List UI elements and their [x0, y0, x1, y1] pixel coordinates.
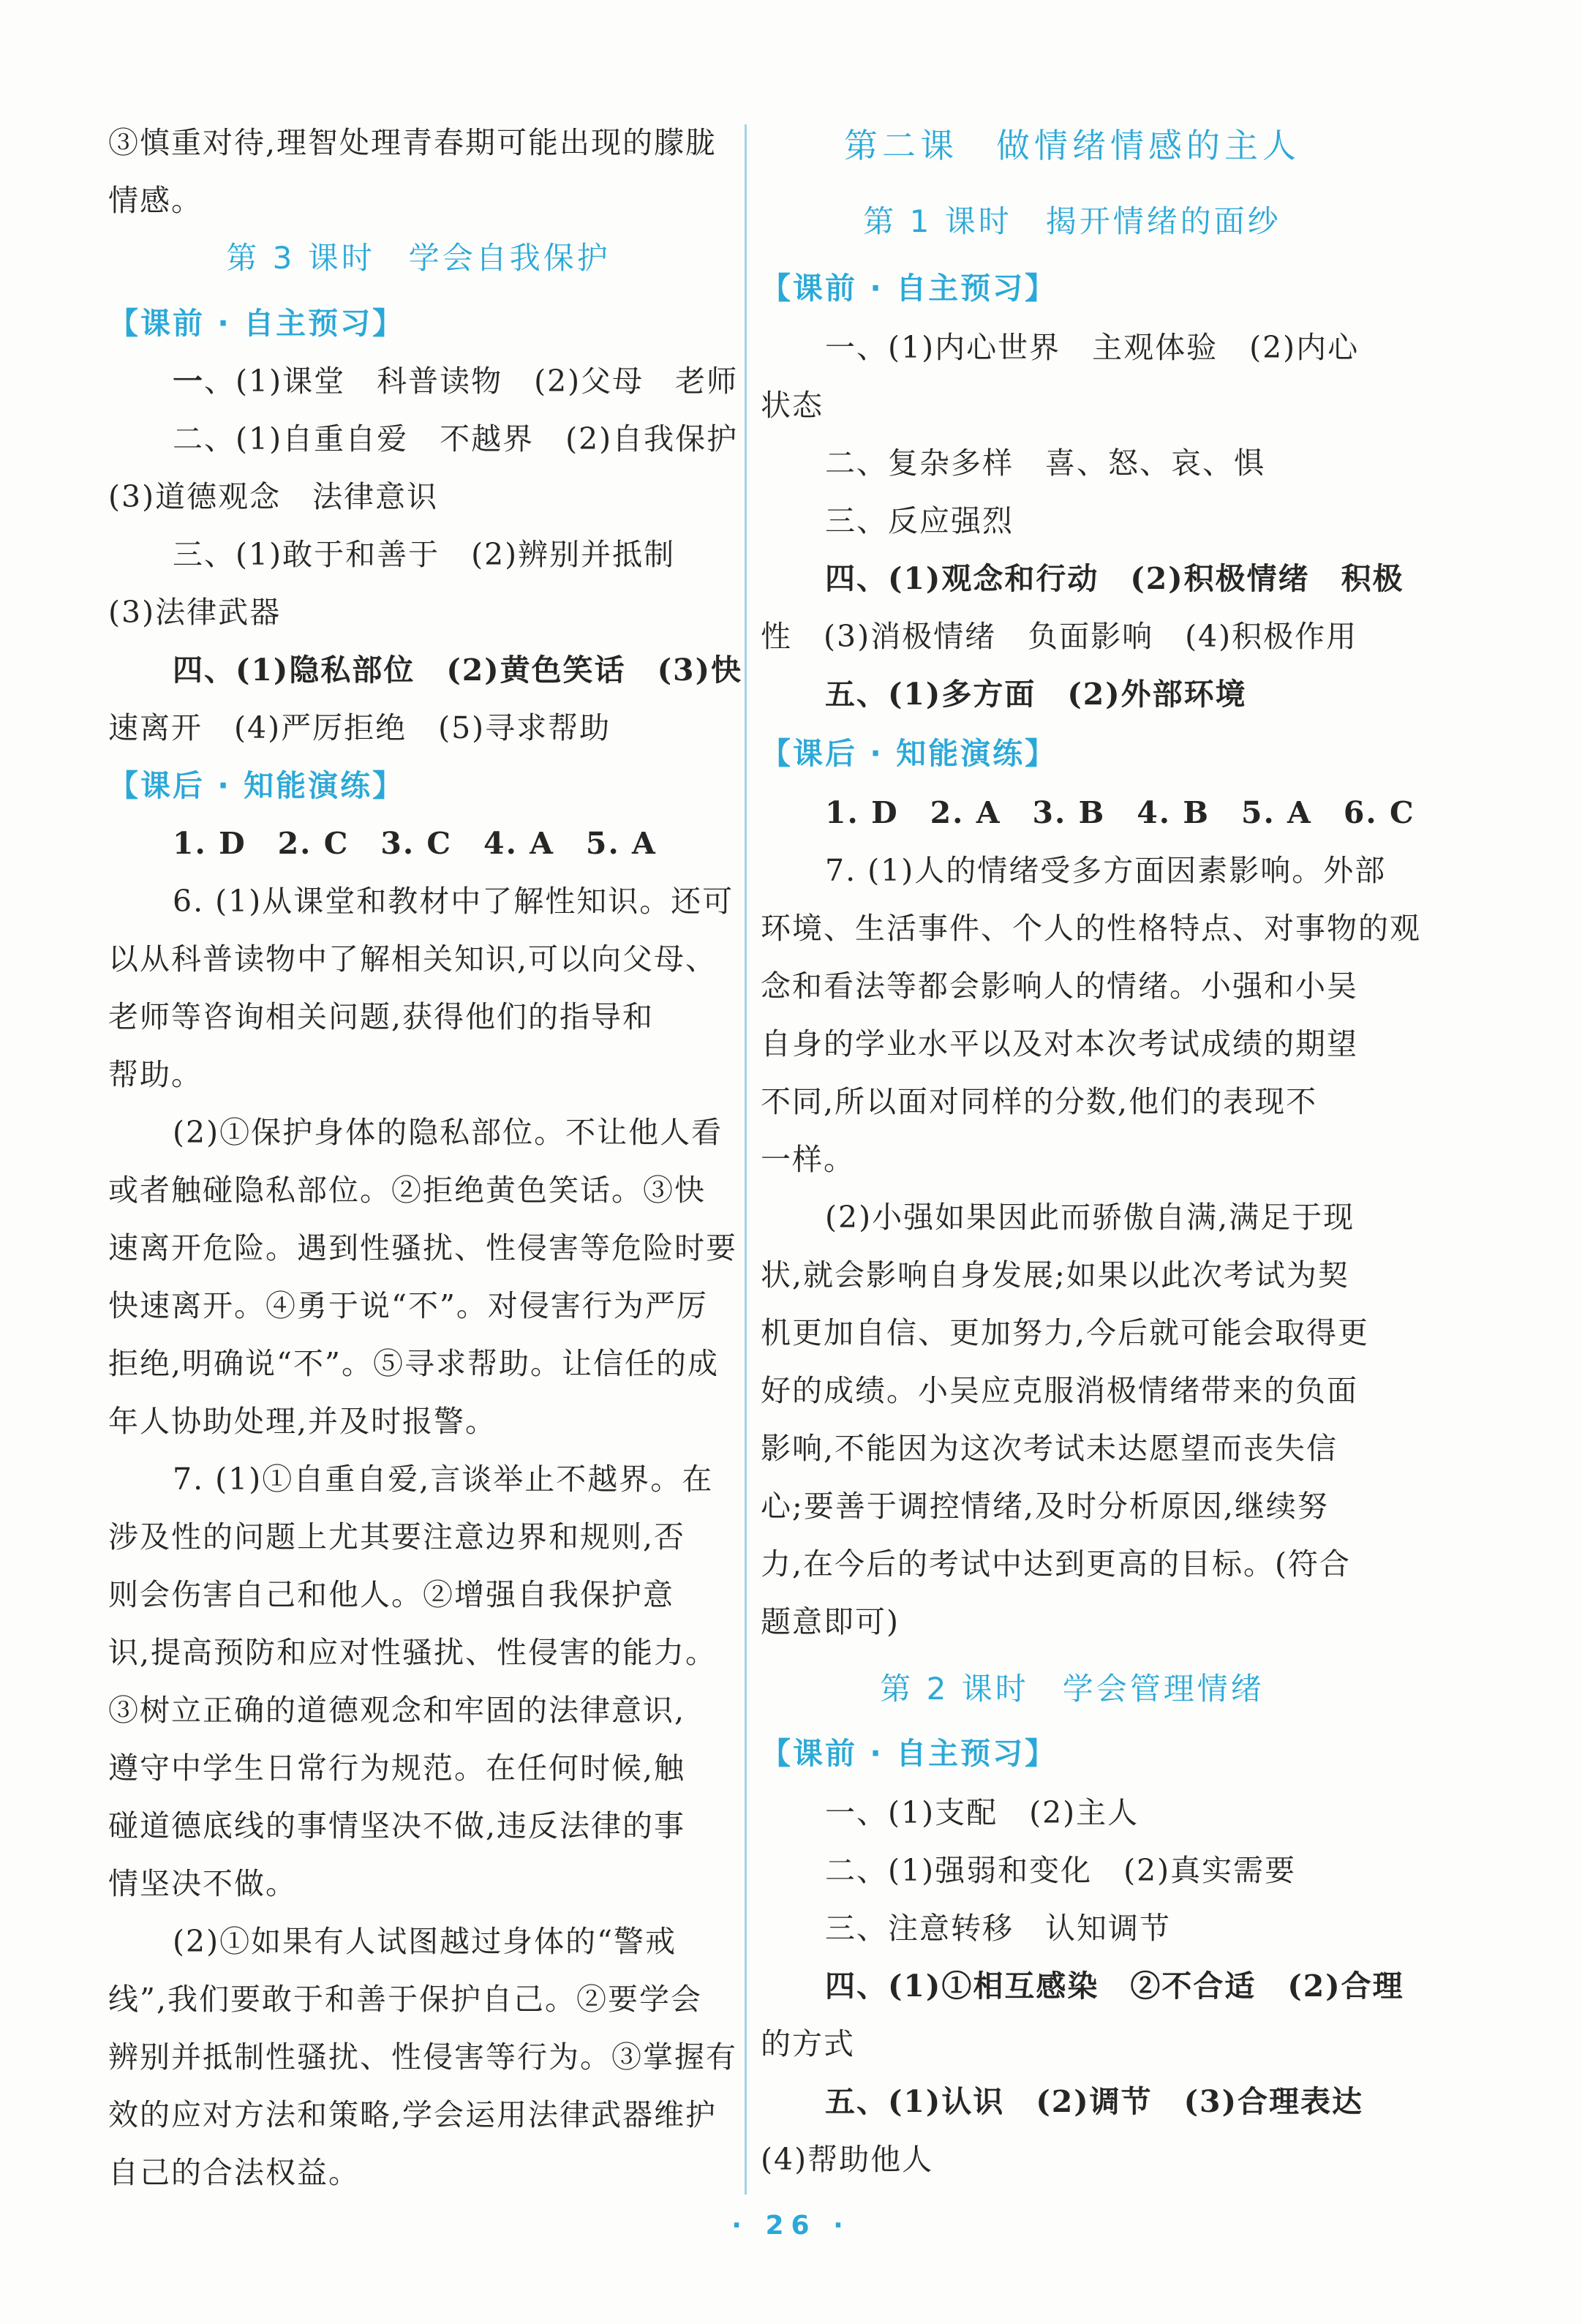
answer-line: 遵守中学生日常行为规范。在任何时候,触	[108, 1750, 686, 1786]
answer-line: 力,在今后的考试中达到更高的目标。(符合	[761, 1546, 1352, 1582]
answer-line: 自身的学业水平以及对本次考试成绩的期望	[761, 1026, 1358, 1061]
answer-line: 帮助。	[108, 1057, 203, 1092]
answer-line: (2)①保护身体的隐私部位。不让他人看	[173, 1115, 723, 1150]
chapter-title: 第二课 做情绪情感的主人	[844, 126, 1300, 165]
section-heading-post: 【课后 · 知能演练】	[108, 768, 405, 803]
lesson-title: 第 3 课时 学会自我保护	[226, 240, 611, 276]
preview-answer: 二、复杂多样 喜、怒、哀、惧	[825, 445, 1265, 481]
answer-line: 环境、生活事件、个人的性格特点、对事物的观	[761, 911, 1421, 946]
text-line: 情感。	[108, 183, 203, 218]
page-number: · 26 ·	[731, 2211, 851, 2241]
answer-line: 机更加自信、更加努力,今后就可能会取得更	[761, 1315, 1370, 1350]
answer-line: 念和看法等都会影响人的情绪。小强和小吴	[761, 969, 1358, 1004]
preview-answer: 四、(1)观念和行动 (2)积极情绪 积极	[825, 561, 1404, 596]
answer-line: 或者触碰隐私部位。②拒绝黄色笑话。③快	[108, 1173, 706, 1208]
answer-line: 好的成绩。小吴应克服消极情绪带来的负面	[761, 1373, 1358, 1408]
answer-line: (2)①如果有人试图越过身体的“警戒	[173, 1924, 677, 1959]
answer-line: 快速离开。④勇于说“不”。对侵害行为严厉	[108, 1288, 708, 1323]
preview-answer: 的方式	[761, 2026, 855, 2061]
answer-line: 自己的合法权益。	[108, 2155, 360, 2190]
preview-answer: 性 (3)消极情绪 负面影响 (4)积极作用	[761, 619, 1358, 654]
answer-line: (2)小强如果因此而骄傲自满,满足于现	[825, 1200, 1355, 1235]
answer-line: 以从科普读物中了解相关知识,可以向父母、	[108, 941, 717, 977]
answer-line: 识,提高预防和应对性骚扰、性侵害的能力。	[108, 1635, 717, 1670]
answer-line: 不同,所以面对同样的分数,他们的表现不	[761, 1084, 1318, 1119]
answer-line: 效的应对方法和策略,学会运用法律武器维护	[108, 2097, 717, 2132]
column-divider	[745, 124, 747, 2195]
preview-answer: 、(1)课堂 科普读物 (2)父母 老师	[204, 364, 739, 399]
section-heading-pre: 【课前 · 自主预习】	[108, 306, 405, 341]
preview-answer: 四、(1)①相互感染 ②不合适 (2)合理	[825, 1968, 1404, 2004]
answer-line: 涉及性的问题上尤其要注意边界和规则,否	[108, 1519, 686, 1554]
answer-line: 一样。	[761, 1142, 855, 1177]
choice-answers: 1. D 2. A 3. B 4. B 5. A 6. C	[825, 795, 1415, 830]
preview-answer: 速离开 (4)严厉拒绝 (5)寻求帮助	[108, 710, 611, 745]
preview-answer: (3)法律武器	[108, 595, 282, 630]
section-heading-post: 【课后 · 知能演练】	[761, 736, 1058, 771]
preview-answer: 状态	[761, 388, 824, 423]
answer-line: 拒绝,明确说“不”。⑤寻求帮助。让信任的成	[108, 1346, 719, 1381]
preview-answer: 二、(1)强弱和变化 (2)真实需要	[825, 1853, 1297, 1888]
answer-line: 心;要善于调控情绪,及时分析原因,继续努	[761, 1489, 1329, 1524]
preview-answer: (4)帮助他人	[761, 2142, 934, 2177]
preview-answer: (3)道德观念 法律意识	[108, 479, 439, 514]
answer-line: 情坚决不做。	[108, 1866, 297, 1901]
answer-line: 影响,不能因为这次考试未达愿望而丧失信	[761, 1431, 1338, 1466]
answer-line: 状,就会影响自身发展;如果以此次考试为契	[761, 1257, 1349, 1293]
section-heading-pre: 【课前 · 自主预习】	[761, 1736, 1058, 1771]
preview-answer: 三、(1)敢于和善于 (2)辨别并抵制	[173, 537, 676, 572]
answer-line: 7. (1)①自重自爱,言谈举止不越界。在	[173, 1462, 714, 1497]
choice-answers: 1. D 2. C 3. C 4. A 5. A	[173, 826, 657, 861]
preview-answer: 二、(1)自重自爱 不越界 (2)自我保护	[173, 421, 739, 456]
section-heading-pre: 【课前 · 自主预习】	[761, 271, 1058, 306]
lesson-title: 第 1 课时 揭开情绪的面纱	[863, 203, 1281, 239]
answer-line: 辨别并抵制性骚扰、性侵害等行为。③掌握有	[108, 2039, 737, 2075]
answer-line: 碰道德底线的事情坚决不做,违反法律的事	[108, 1808, 686, 1843]
answer-line: 则会伤害自己和他人。②增强自我保护意	[108, 1577, 674, 1612]
text-line: ③慎重对待,理智处理青春期可能出现的朦胧	[108, 125, 717, 160]
preview-answer: 一、(1)内心世界 主观体验 (2)内心	[825, 330, 1360, 365]
answer-line: 年人协助处理,并及时报警。	[108, 1404, 497, 1439]
text-line: 一、(1)课堂 科普读物 (2)父母 老师	[173, 364, 739, 399]
answer-line: 老师等咨询相关问题,获得他们的指导和	[108, 999, 655, 1034]
lesson-title: 第 2 课时 学会管理情绪	[880, 1671, 1265, 1707]
preview-answer: 三、反应强烈	[825, 503, 1014, 538]
answer-line: 6. (1)从课堂和教材中了解性知识。还可	[173, 884, 734, 919]
preview-answer: 三、注意转移 认知调节	[825, 1911, 1171, 1946]
answer-line: 线”,我们要敢于和善于保护自己。②要学会	[108, 1982, 702, 2017]
preview-answer: 五、(1)认识 (2)调节 (3)合理表达	[825, 2084, 1363, 2119]
answer-line: 题意即可)	[761, 1604, 900, 1639]
answer-line: 速离开危险。遇到性骚扰、性侵害等危险时要	[108, 1230, 737, 1266]
answer-line: 7. (1)人的情绪受多方面因素影响。外部	[825, 853, 1387, 888]
preview-answer: 一、(1)支配 (2)主人	[825, 1795, 1140, 1830]
preview-answer: 五、(1)多方面 (2)外部环境	[825, 677, 1247, 712]
answer-line: ③树立正确的道德观念和牢固的法律意识,	[108, 1693, 686, 1728]
preview-answer: 四、(1)隐私部位 (2)黄色笑话 (3)快	[173, 653, 742, 688]
